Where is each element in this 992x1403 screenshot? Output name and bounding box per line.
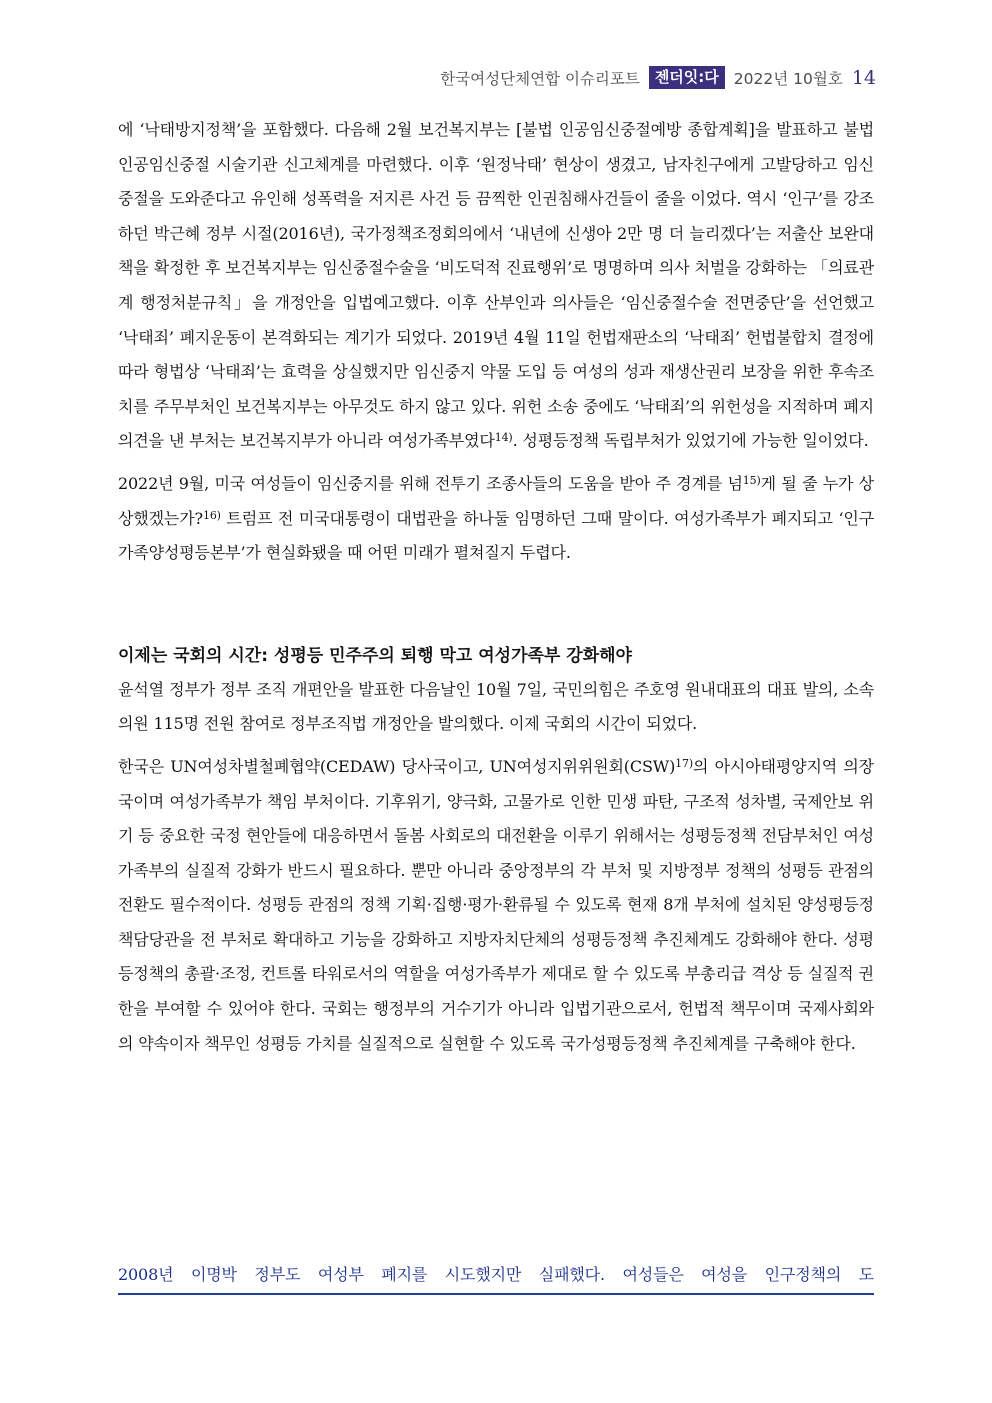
section-heading: 이제는 국회의 시간: 성평등 민주주의 퇴행 막고 여성가족부 강화해야: [118, 645, 632, 666]
report-org: 한국여성단체연합 이슈리포트: [440, 69, 640, 88]
paragraph-2: 2022년 9월, 미국 여성들이 임신중지를 위해 전투기 조종사들의 도움을 받아 주 경계를 넘$^{15)}$게 될 줄 누가 상상했겠는가?$^{16)}$ 트럼프 전 미국대통령이 대법관을 하나둘 임명하던 그때 말이다. 여성가족부가 폐지되고 ‘인구가족양성평등본부’가 현실화됐을 때 어떤 미래가 펼쳐질지 두렵다.: [118, 473, 874, 563]
issue-date: 2022년 10월호: [733, 69, 843, 88]
page-number: 14: [851, 66, 876, 89]
paragraph-1: 에 ‘낙태방지정책’을 포함했다. 다음해 2월 보건복지부는 [불법 인공임신중절예방 종합계획]을 발표하고 불법 인공임신중절 시술기관 신고체계를 마련했다. 이후 ‘원정낙태’ 현상이 생겼고, 남자친구에게 고발당하고 임신중절을 도와준다고 유인해 성폭력을 저지른 사건 등 끔찍한 인권침해사건들이 줄을 이었다. 역시 ‘인구’를 강조하던 박근혜 정부 시절(2016년), 국가정책조정회의에서 ‘내년에 신생아 2만 명 더 늘리겠다’는 저출산 보완대책을 확정한 후 보건복지부는 임신중절수술을 ‘비도덕적 진료행위’로 명명하며 의사 처벌을 강화하는 「의료관계 행정처분규칙」을 개정안을 입법예고했다. 이후 산부인과 의사들은 ‘임신중절수술 전면중단’을 선언했고 ‘낙태죄’ 폐지운동이 본격화되는 계기가 되었다. 2019년 4월 11일 헌법재판소의 ‘낙태죄’ 헌법불합치 결정에 따라 형법상 ‘낙태죄’는 효력을 상실했지만 임신중지 약물 도입 등 여성의 성과 재생산권리 보장을 위한 후속조치를 주무부처인 보건복지부는 아무것도 하지 않고 있다. 위헌 소송 중에도 ‘낙태죄’의 위헌성을 지적하며 폐지 의견을 낸 부처는 보건복지부가 아니라 여성가족부였다$^{14)}$. 성평등정책 독립부처가 있었기에 가능한 일이었다.: [118, 120, 874, 451]
footnote-ref-16: 16): [202, 508, 221, 522]
document-body: [118, 113, 874, 1069]
brand-logo: 젠더잇:다: [649, 66, 725, 89]
footnote-ref-17: 17): [675, 756, 694, 770]
footnote-ref-15: 15): [742, 473, 761, 487]
section-gap: [118, 579, 874, 639]
paragraph-5-continues: 2008년 이명박 정부도 여성부 폐지를 시도했지만 실패했다. 여성들은 여성을 인구정책의 도: [118, 1258, 874, 1295]
page-header: [440, 66, 876, 89]
paragraph-4: 한국은 UN여성차별철폐협약(CEDAW) 당사국이고, UN여성지위위원회(CSW)$^{17)}$의 아시아태평양지역 의장국이며 여성가족부가 책임 부처이다. 기후위기, 양극화, 고물가로 인한 민생 파탄, 구조적 성차별, 국제안보 위기 등 중요한 국정 현안들에 대응하면서 돌봄 사회로의 대전환을 이루기 위해서는 성평등정책 전담부처인 여성가족부의 실질적 강화가 반드시 필요하다. 뿐만 아니라 중앙정부의 각 부처 및 지방정부 정책의 성평등 관점의 전환도 필수적이다. 성평등 관점의 정책 기획·집행·평가·환류될 수 있도록 현재 8개 부처에 설치된 양성평등정책담당관을 전 부처로 확대하고 기능을 강화하고 지방자치단체의 성평등정책 추진체계도 강화해야 한다. 성평등정책의 총괄·조정, 컨트롤 타워로서의 역할을 여성가족부가 제대로 할 수 있도록 부총리급 격상 등 실질적 권한을 부여할 수 있어야 한다. 국회는 행정부의 거수기가 아니라 입법기관으로서, 헌법적 책무이며 국제사회와의 약속이자 책무인 성평등 가치를 실질적으로 실현할 수 있도록 국가성평등정책 추진체계를 구축해야 한다.: [118, 756, 874, 1053]
footnote-ref-14: 14): [494, 431, 513, 445]
paragraph-3: 윤석열 정부가 정부 조직 개편안을 발표한 다음날인 10월 7일, 국민의힘은 주호영 원내대표의 대표 발의, 소속 의원 115명 전원 참여로 정부조직법 개정안을 발의했다. 이제 국회의 시간이 되었다.: [118, 679, 874, 734]
